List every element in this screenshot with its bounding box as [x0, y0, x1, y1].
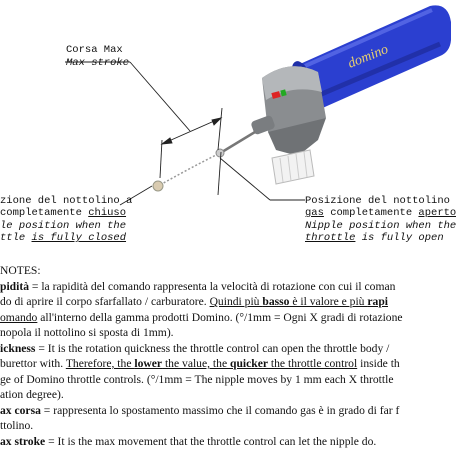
notes-header: NOTES:: [0, 264, 41, 277]
notes-section: NOTES: pidità = la rapidità del comando rappresenta la velocità di rotazione con cui il coman do di aprire il corpo sfarfallato / carburatore. Quindi più basso è il valore e più rapi omando all'interno della gamma prodotti Domino. (°/1mm = Ogni X gradi di rotazione nopola il nottolino si sposta di 1mm). ickness = It is the rotation quickness the throttle control can open the throttle body / burettor with. Therefore, the lower the value, the quicker the throttle control inside th ge of Domino throttle controls. (°/1mm = The nipple moves by 1 mm each X throttle ation degree). ax corsa = rappresenta lo spostamento massimo che il comando gas è in grado di far f ttolino. ax stroke = It is the max movement that the throttle control can let the nipple do.: [0, 264, 403, 448]
throttle-cable: [222, 132, 255, 152]
max-stroke-label-it: Corsa Max: [66, 44, 123, 56]
throttle-housing: [250, 66, 326, 184]
brand-logo: domino: [345, 42, 391, 72]
nipple-open-position: [216, 149, 224, 157]
nipple-closed-position: [153, 181, 163, 191]
max-stroke-label-en: Max stroke: [66, 57, 130, 69]
